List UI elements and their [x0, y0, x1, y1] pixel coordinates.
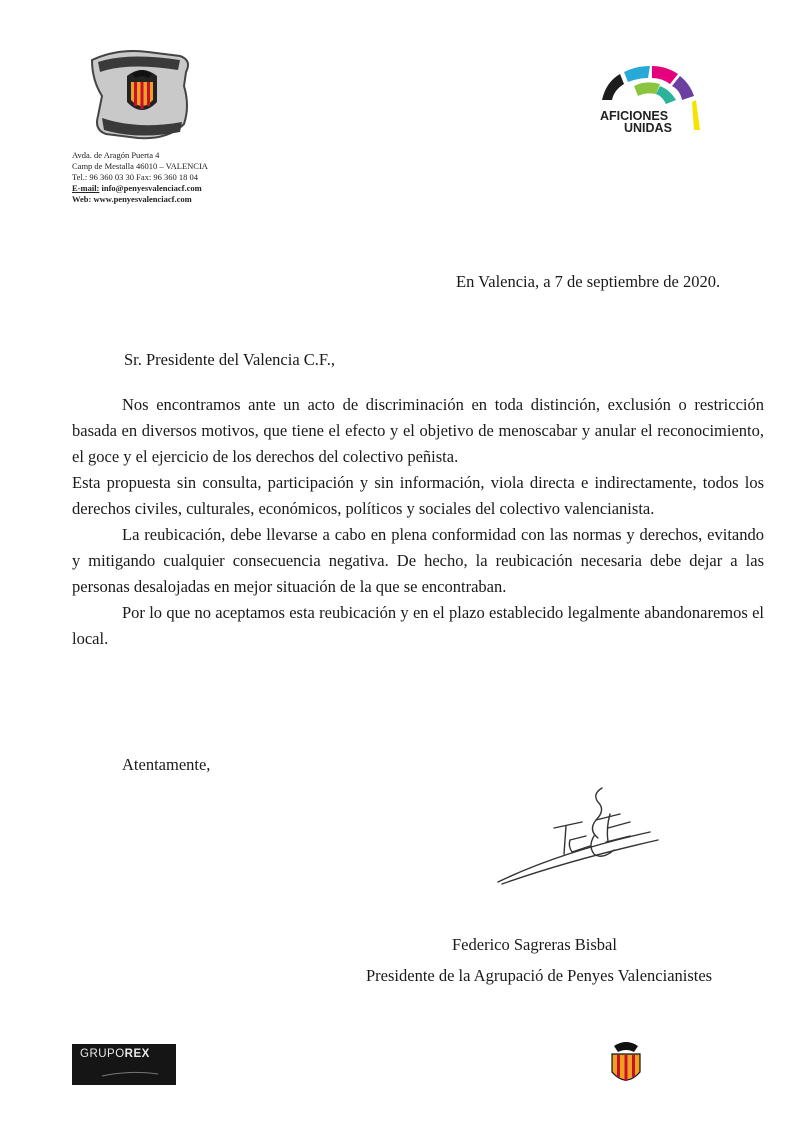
letter-body	[72, 392, 764, 652]
web-label: Web:	[72, 194, 92, 204]
valencia-cf-crest-icon	[608, 1040, 644, 1086]
body-paragraph: Esta propuesta sin consulta, participación y sin información, viola directa e indirectamente, todos los derechos civiles, culturales, económicos, políticos y sociales del colectivo valencianista.	[72, 473, 764, 518]
body-paragraph: Por lo que no aceptamos esta reubicación y en el plazo establecido legalmente abandonaremos el local.	[72, 603, 764, 648]
sender-address	[72, 150, 208, 205]
signer-name: Federico Sagreras Bisbal	[452, 935, 617, 954]
address-line: Tel.: 96 360 03 30 Fax: 96 360 18 04	[72, 172, 198, 182]
body-paragraph: Nos encontramos ante un acto de discriminación en toda distinción, exclusión o restricción basada en diversos motivos, que tiene el efecto y el objetivo de menoscabar y anular el reconocimiento, el goce y el ejercicio de los derechos del colectivo peñista.	[72, 395, 764, 466]
grupo-rex-wordmark	[80, 1048, 150, 1060]
aficiones-unidas-wordmark	[600, 110, 672, 134]
email-label: E-mail:	[72, 183, 100, 193]
email-line	[72, 183, 208, 194]
grupo-rex-swoosh-icon	[100, 1068, 160, 1080]
address-line: Camp de Mestalla 46010 – VALENCIA	[72, 161, 208, 171]
letter-date: En Valencia, a 7 de septiembre de 2020.	[456, 272, 721, 291]
unidas-word: UNIDAS	[624, 121, 672, 135]
signer-title: Presidente de la Agrupació de Penyes Valencianistes	[366, 966, 713, 985]
web-address[interactable]: www.penyesvalenciacf.com	[93, 194, 192, 204]
penyes-valencianistes-logo	[88, 46, 198, 146]
rex-word: REX	[124, 1048, 150, 1060]
email-address[interactable]: info@penyesvalenciacf.com	[101, 183, 202, 193]
letter-closing: Atentamente,	[122, 755, 211, 774]
web-line	[72, 194, 208, 205]
address-line: Avda. de Aragón Puerta 4	[72, 150, 160, 160]
handwritten-signature	[490, 780, 660, 890]
aficiones-word: AFICIONES	[600, 109, 669, 123]
grupo-word: GRUPO	[80, 1048, 125, 1060]
letter-salutation: Sr. Presidente del Valencia C.F.,	[124, 350, 336, 369]
body-paragraph: La reubicación, debe llevarse a cabo en plena conformidad con las normas y derechos, evitando y mitigando cualquier consecuencia negativa. De hecho, la reubicación necesaria debe dejar a las personas desalojadas en mejor situación de la que se encontraban.	[72, 525, 764, 596]
